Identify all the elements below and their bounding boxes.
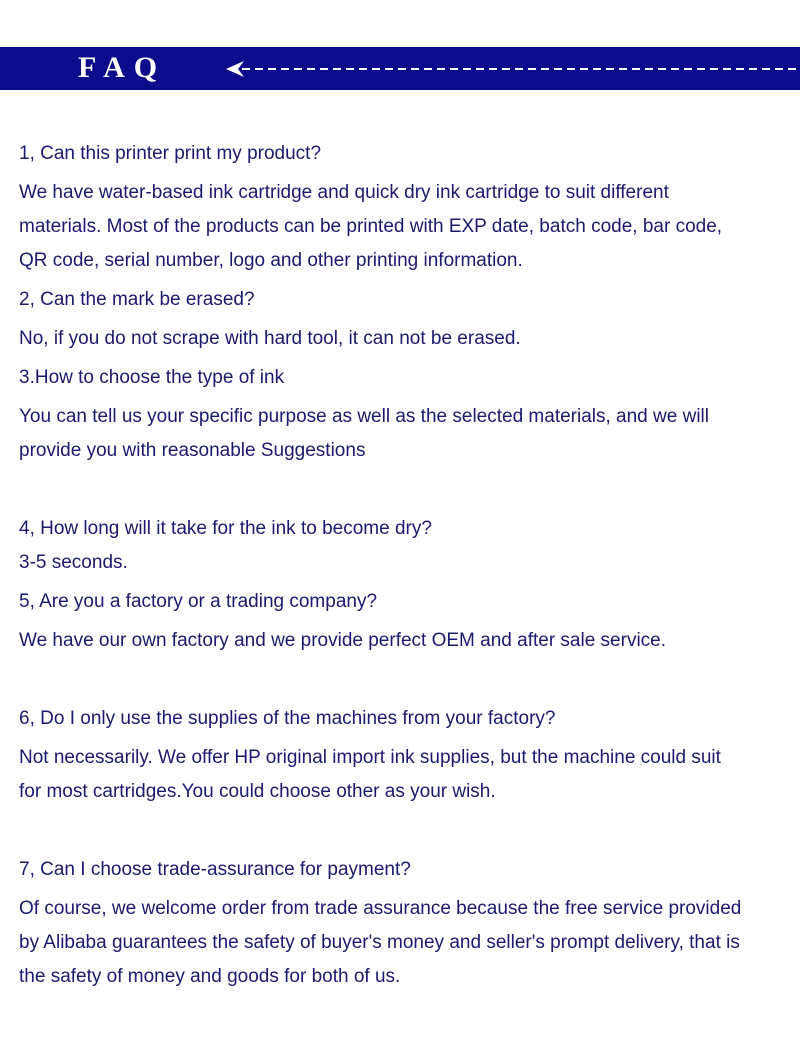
faq-title: FAQ	[78, 51, 167, 84]
faq-question-6: 6, Do I only use the supplies of the machines from your factory?	[19, 708, 556, 729]
faq-answer-3-line-2: provide you with reasonable Suggestions	[19, 440, 366, 461]
faq-answer-1-line-2: materials. Most of the products can be printed with EXP date, batch code, bar code,	[19, 216, 723, 237]
faq-list	[19, 137, 794, 994]
faq-answer-6-line-1: Not necessarily. We offer HP original import ink supplies, but the machine could suit	[19, 747, 721, 768]
faq-question-4: 4, How long will it take for the ink to become dry?	[19, 518, 432, 539]
faq-answer-7-line-1: Of course, we welcome order from trade assurance because the free service provided	[19, 898, 742, 919]
faq-answer-4-line-1: 3-5 seconds.	[19, 552, 128, 573]
faq-question-1: 1, Can this printer print my product?	[19, 143, 322, 164]
faq-answer-7-line-3: the safety of money and goods for both of us.	[19, 966, 401, 987]
faq-answer-3-line-1: You can tell us your specific purpose as well as the selected materials, and we will	[19, 406, 709, 427]
faq-answer-5-line-1: We have our own factory and we provide perfect OEM and after sale service.	[19, 630, 667, 651]
faq-answer-7-line-2: by Alibaba guarantees the safety of buyer's money and seller's prompt delivery, that is	[19, 932, 740, 953]
faq-question-5: 5, Are you a factory or a trading company?	[19, 591, 378, 612]
faq-answer-1-line-3: QR code, serial number, logo and other printing information.	[19, 250, 523, 271]
faq-answer-2-line-1: No, if you do not scrape with hard tool, it can not be erased.	[19, 328, 521, 349]
faq-answer-1-line-1: We have water-based ink cartridge and quick dry ink cartridge to suit different	[19, 182, 669, 203]
faq-question-2: 2, Can the mark be erased?	[19, 289, 255, 310]
faq-answer-6-line-2: for most cartridges.You could choose other as your wish.	[19, 781, 496, 802]
faq-question-7: 7, Can I choose trade-assurance for payment?	[19, 859, 411, 880]
faq-question-3: 3.How to choose the type of ink	[19, 367, 285, 388]
arrow-left-icon	[226, 59, 800, 79]
faq-banner	[0, 47, 800, 90]
